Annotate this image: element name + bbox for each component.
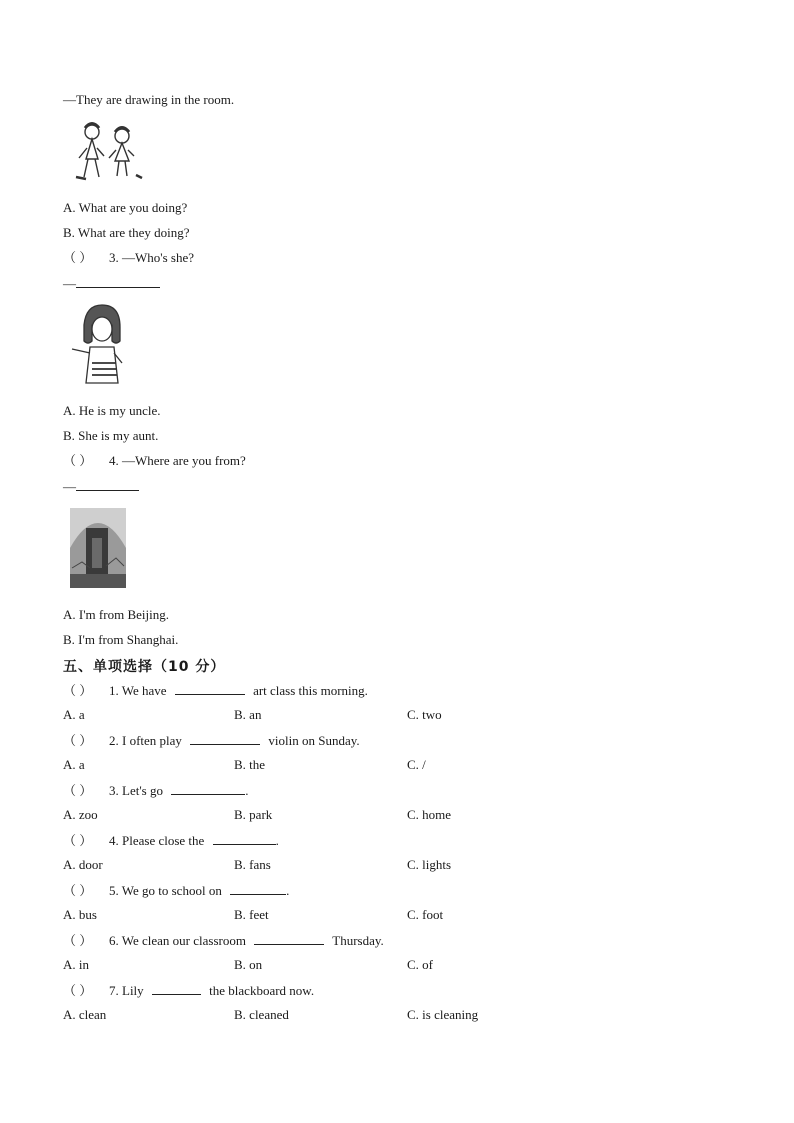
q2-option-b: B. What are they doing? — [63, 225, 190, 240]
option-b[interactable]: B. on — [234, 957, 263, 972]
answer-dash: — — [63, 479, 76, 494]
answer-dash: — — [63, 276, 76, 291]
question-text-after: Thursday. — [332, 933, 384, 948]
section-title: 五、单项选择（10 分） — [63, 659, 226, 675]
question-7 — [63, 982, 314, 999]
answer-line: —They are drawing in the room. — [63, 92, 235, 107]
option-c[interactable]: C. is cleaning — [407, 1007, 479, 1022]
question-1 — [63, 682, 368, 699]
q3-option-a: A. He is my uncle. — [63, 403, 161, 418]
question-2 — [63, 732, 360, 749]
question-5 — [63, 882, 289, 899]
q4-option-a: A. I'm from Beijing. — [63, 607, 169, 622]
question-text: 7. Lily — [109, 983, 144, 998]
question-text: 3. Let's go — [109, 783, 163, 798]
q4-question — [63, 453, 246, 469]
q3-option-b: B. She is my aunt. — [63, 428, 159, 443]
option-b[interactable]: B. the — [234, 757, 266, 772]
option-a[interactable]: A. clean — [63, 1007, 107, 1022]
answer-paren[interactable]: （ ） — [63, 783, 93, 798]
option-b[interactable]: B. feet — [234, 907, 269, 922]
question-text-after: violin on Sunday. — [268, 733, 360, 748]
option-a[interactable]: A. door — [63, 857, 103, 872]
option-c[interactable]: C. lights — [407, 857, 452, 872]
option-a[interactable]: A. in — [63, 957, 89, 972]
options-row — [63, 707, 623, 723]
option-b[interactable]: B. park — [234, 807, 273, 822]
option-a[interactable]: A. zoo — [63, 807, 98, 822]
question-3 — [63, 782, 248, 799]
q4-text: 4. —Where are you from? — [109, 453, 246, 468]
option-a[interactable]: A. a — [63, 757, 85, 772]
question-text-after: art class this morning. — [253, 683, 368, 698]
options-row — [63, 807, 623, 823]
fill-blank[interactable] — [152, 982, 201, 995]
landmark-photo-image — [70, 508, 126, 588]
options-row — [63, 857, 623, 873]
answer-paren[interactable]: （ ） — [63, 453, 93, 468]
question-6 — [63, 932, 384, 949]
question-text: 5. We go to school on — [109, 883, 222, 898]
fill-blank[interactable] — [213, 832, 276, 845]
q3-question — [63, 250, 194, 266]
q3-text: 3. —Who's she? — [109, 250, 195, 265]
option-a[interactable]: A. a — [63, 707, 85, 722]
answer-blank[interactable] — [76, 275, 160, 288]
option-c[interactable]: C. / — [407, 757, 426, 772]
question-text: 2. I often play — [109, 733, 182, 748]
question-text-after: . — [275, 833, 279, 848]
fill-blank[interactable] — [175, 682, 245, 695]
answer-paren[interactable]: （ ） — [63, 833, 93, 848]
answer-paren[interactable]: （ ） — [63, 250, 93, 265]
question-text-after: . — [245, 783, 249, 798]
options-row — [63, 1007, 623, 1023]
option-b[interactable]: B. fans — [234, 857, 271, 872]
question-text: 4. Please close the — [109, 833, 205, 848]
question-text-after: . — [286, 883, 290, 898]
answer-paren[interactable]: （ ） — [63, 683, 93, 698]
q4-option-b: B. I'm from Shanghai. — [63, 632, 179, 647]
answer-blank[interactable] — [76, 478, 139, 491]
fill-blank[interactable] — [190, 732, 260, 745]
options-row — [63, 907, 623, 923]
options-row — [63, 757, 623, 773]
q4-answer-line — [63, 478, 139, 495]
fill-blank[interactable] — [230, 882, 286, 895]
option-b[interactable]: B. cleaned — [234, 1007, 289, 1022]
girl-image — [70, 303, 130, 385]
option-a[interactable]: A. bus — [63, 907, 97, 922]
q2-option-a: A. What are you doing? — [63, 200, 188, 215]
q3-answer-line — [63, 275, 160, 292]
question-4 — [63, 832, 279, 849]
option-c[interactable]: C. home — [407, 807, 452, 822]
fill-blank[interactable] — [171, 782, 245, 795]
option-b[interactable]: B. an — [234, 707, 262, 722]
two-kids-drawing-image — [70, 118, 148, 188]
options-row — [63, 957, 623, 973]
answer-paren[interactable]: （ ） — [63, 883, 93, 898]
question-text-after: the blackboard now. — [209, 983, 315, 998]
option-c[interactable]: C. two — [407, 707, 442, 722]
answer-paren[interactable]: （ ） — [63, 933, 93, 948]
answer-paren[interactable]: （ ） — [63, 733, 93, 748]
question-text: 6. We clean our classroom — [109, 933, 246, 948]
option-c[interactable]: C. of — [407, 957, 433, 972]
option-c[interactable]: C. foot — [407, 907, 444, 922]
answer-paren[interactable]: （ ） — [63, 983, 93, 998]
fill-blank[interactable] — [254, 932, 324, 945]
question-text: 1. We have — [109, 683, 167, 698]
